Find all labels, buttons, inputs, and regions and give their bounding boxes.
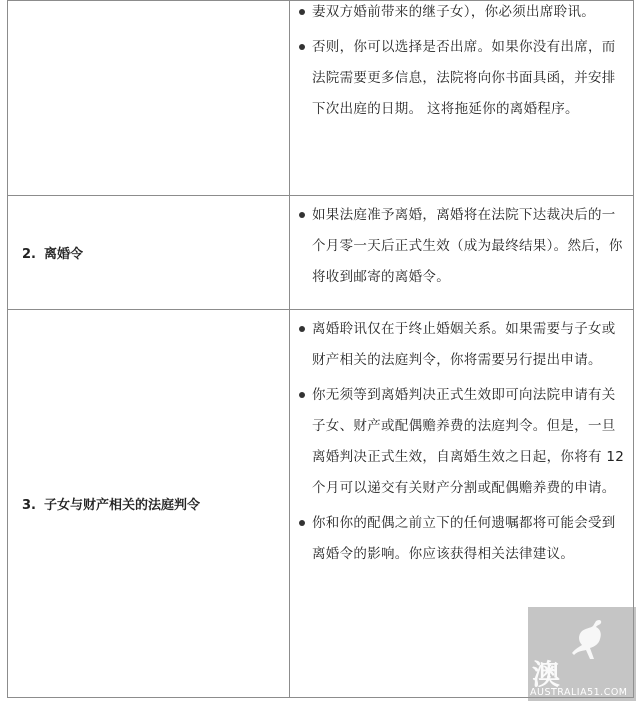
bullet-list	[290, 310, 633, 570]
list-item: 你和你的配偶之前立下的任何遗嘱都将可能会受到离婚令的影响。你应该获得相关法律建议。	[312, 508, 625, 570]
document-table	[7, 0, 634, 698]
row-title: 离婚令	[43, 247, 83, 262]
watermark-cn-text: 澳	[532, 658, 561, 691]
watermark-site-text: AUSTRALIA51.COM	[530, 687, 628, 698]
row-title: 子女与财产相关的法庭判令	[43, 498, 200, 513]
list-item: 否则，你可以选择是否出席。如果你没有出席，而法院需要更多信息，法院将向你书面具函，并安排下次出庭的日期。 这将拖延你的离婚程序。	[312, 32, 625, 125]
bullet-list	[290, 0, 633, 125]
list-item: 你无须等到离婚判决正式生效即可向法院申请有关子女、财产或配偶赡养费的法庭判令。但是，一旦离婚判决正式生效，自离婚生效之日起，你将有 12 个月可以递交有关财产分割或配偶赡养费的申请。	[312, 380, 625, 504]
list-item: 妻双方婚前带来的继子女），你必须出席聆讯。	[312, 0, 625, 28]
row-content-cell	[290, 196, 634, 310]
table-row	[8, 1, 634, 196]
row-number: 3.	[22, 498, 36, 513]
list-item: 如果法庭准予离婚，离婚将在法院下达裁决后的一个月零一天后正式生效（成为最终结果）。然后，你将收到邮寄的离婚令。	[312, 200, 625, 293]
bullet-list	[290, 196, 633, 293]
row-label-cell	[8, 196, 290, 310]
list-item: 离婚聆讯仅在于终止婚姻关系。如果需要与子女或财产相关的法庭判令，你将需要另行提出申请。	[312, 314, 625, 376]
row-label-cell	[8, 1, 290, 196]
kangaroo-icon	[566, 617, 606, 663]
site-watermark	[528, 607, 636, 701]
table-row	[8, 196, 634, 310]
row-content-cell	[290, 1, 634, 196]
row-label-cell	[8, 310, 290, 698]
row-number: 2.	[22, 247, 36, 262]
